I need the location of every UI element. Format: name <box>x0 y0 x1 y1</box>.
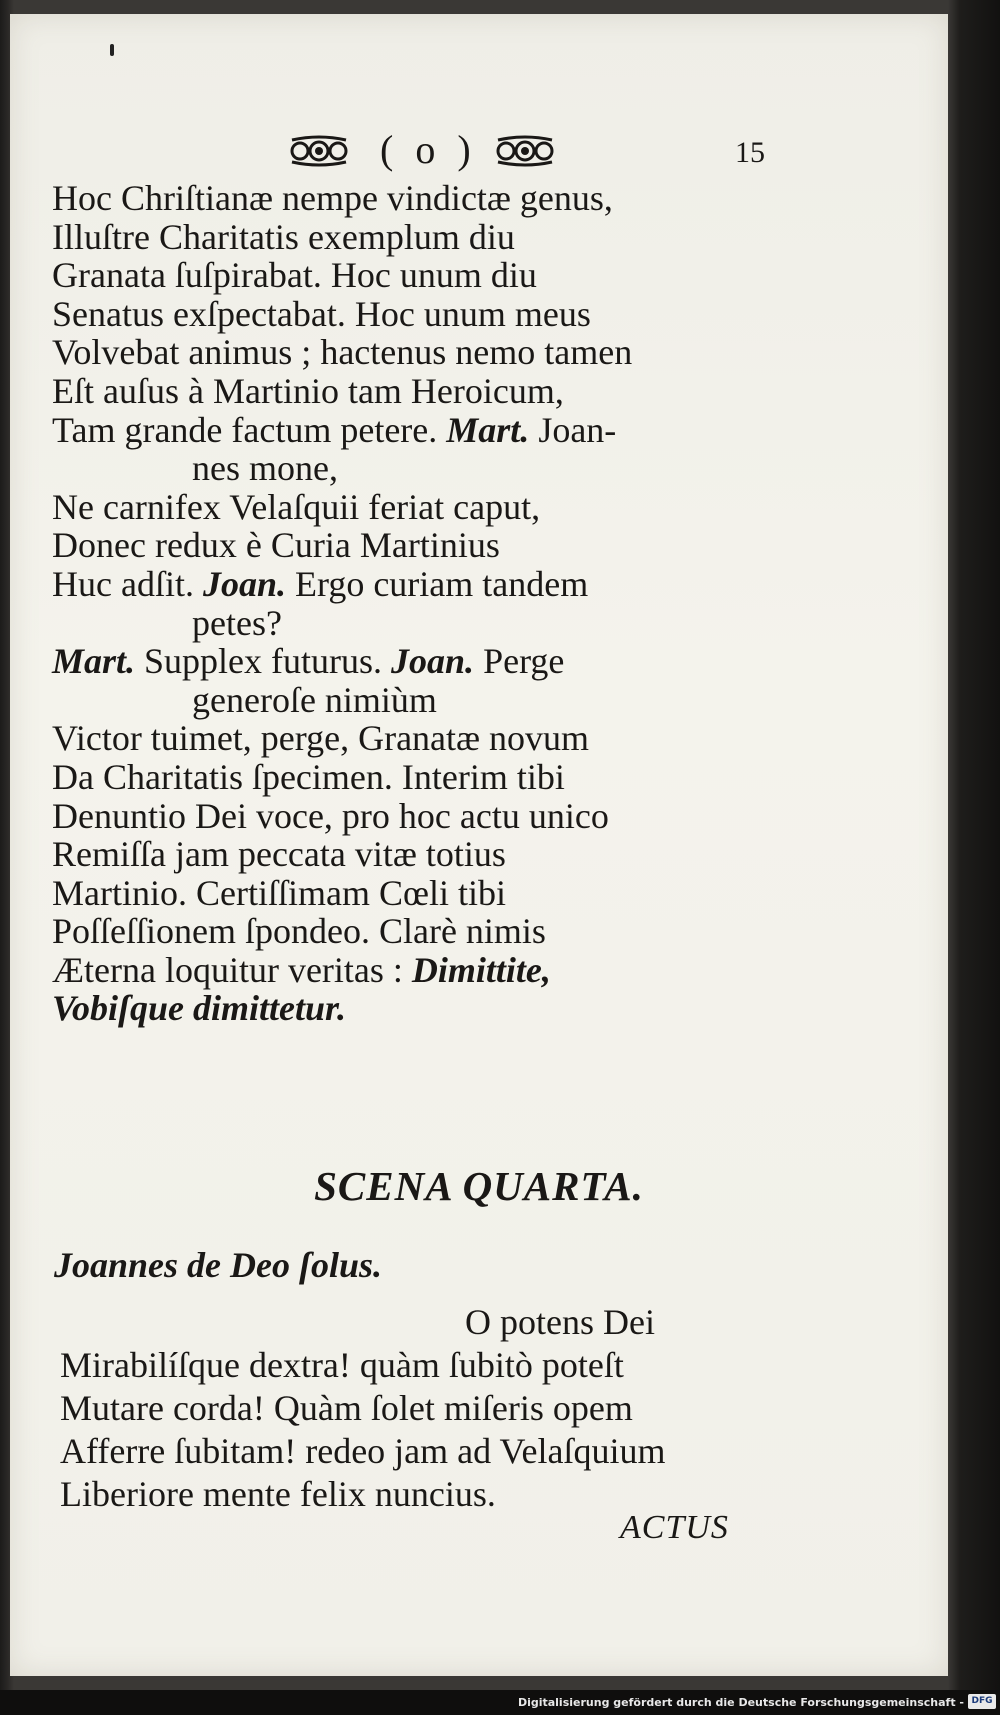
text-run: Volvebat animus ; hactenus nemo tamen <box>52 332 633 373</box>
digitization-footer <box>0 1690 1000 1715</box>
text-line <box>52 295 912 334</box>
italic-run: Joan. <box>202 563 286 604</box>
text-line: Liberiore mente felix nuncius. <box>60 1474 496 1514</box>
text-run: Illuſtre Charitatis exemplum diu <box>52 216 515 257</box>
text-line <box>52 256 912 295</box>
right-ornament-icon <box>494 134 556 168</box>
monologue-block <box>60 1301 920 1516</box>
left-ornament-icon <box>288 134 350 168</box>
text-run: Senatus exſpectabat. Hoc unum meus <box>52 293 591 334</box>
ink-mark <box>110 44 114 56</box>
italic-run: Mart. <box>446 409 530 450</box>
book-page <box>10 14 948 1676</box>
text-run: Æterna loquitur veritas : <box>52 949 412 990</box>
text-line <box>52 218 912 257</box>
text-run: Joan- <box>529 409 617 450</box>
text-run: Poſſeſſionem ſpondeo. Clarè nimis <box>52 911 546 952</box>
text-line <box>52 719 912 758</box>
running-header <box>10 126 948 176</box>
footer-credit: Digitalisierung gefördert durch die Deutsche Forschungsgemeinschaft - <box>517 1696 964 1709</box>
text-line <box>52 411 912 450</box>
text-run: Eſt auſus à Martinio tam Heroicum, <box>52 370 564 411</box>
text-run: Perge <box>474 641 565 682</box>
text-run: Da Charitatis ſpecimen. Interim tibi <box>52 756 565 797</box>
text-line: Afferre ſubitam! redeo jam ad Velaſquium <box>60 1431 666 1471</box>
text-line <box>52 488 912 527</box>
italic-run: Mart. <box>52 641 136 682</box>
text-line <box>52 874 912 913</box>
text-run: Denuntio Dei voce, pro hoc actu unico <box>52 795 609 836</box>
text-run: Ergo curiam tandem <box>286 563 589 604</box>
text-run: nes mone, <box>192 448 338 489</box>
catchword: ACTUS <box>620 1509 729 1546</box>
dialogue-block <box>52 179 912 1028</box>
text-line: Mirabilíſque dextra! quàm ſubitò poteſt <box>60 1345 624 1385</box>
text-run: Tam grande factum petere. <box>52 409 447 450</box>
text-run: petes? <box>192 602 282 643</box>
text-run: Supplex futurus. <box>135 641 392 682</box>
text-line <box>52 565 912 604</box>
text-line <box>52 179 912 218</box>
text-line <box>52 333 912 372</box>
italic-run: Joan. <box>391 641 475 682</box>
text-line <box>52 951 912 990</box>
text-run: Ne carnifex Velaſquii feriat caput, <box>52 486 541 527</box>
text-run: Hoc Chriſtianæ nempe vindictæ genus, <box>52 178 613 218</box>
text-line <box>52 681 912 720</box>
text-line <box>52 372 912 411</box>
text-run: Huc adſit. <box>52 563 203 604</box>
text-line <box>52 835 912 874</box>
text-line <box>52 604 912 643</box>
italic-run: Dimittite, <box>411 949 551 990</box>
dfg-logo: DFG <box>968 1694 996 1709</box>
text-line <box>52 989 912 1028</box>
text-line <box>52 449 912 488</box>
italic-run: Vobiſque dimittetur. <box>52 988 347 1029</box>
text-line: O potens Dei <box>465 1302 655 1342</box>
scene-title: SCENA QUARTA. <box>314 1163 644 1209</box>
text-line <box>52 758 912 797</box>
text-run: Victor tuimet, perge, Granatæ novum <box>52 718 590 759</box>
text-run: Martinio. Certiſſimam Cœli tibi <box>52 872 506 913</box>
text-run: Granata ſuſpirabat. Hoc unum diu <box>52 255 537 296</box>
text-run: Remiſſa jam peccata vitæ totius <box>52 834 506 875</box>
text-line <box>52 642 912 681</box>
text-line <box>52 797 912 836</box>
header-mark: ( o ) <box>380 127 477 172</box>
page-number: 15 <box>735 136 765 169</box>
text-line: Mutare corda! Quàm ſolet miſeris opem <box>60 1388 633 1428</box>
text-run: Donec redux è Curia Martinius <box>52 525 500 566</box>
character-heading: Joannes de Deo ſolus. <box>54 1245 383 1285</box>
text-line <box>52 912 912 951</box>
text-run: generoſe nimiùm <box>192 679 437 720</box>
text-line <box>52 526 912 565</box>
